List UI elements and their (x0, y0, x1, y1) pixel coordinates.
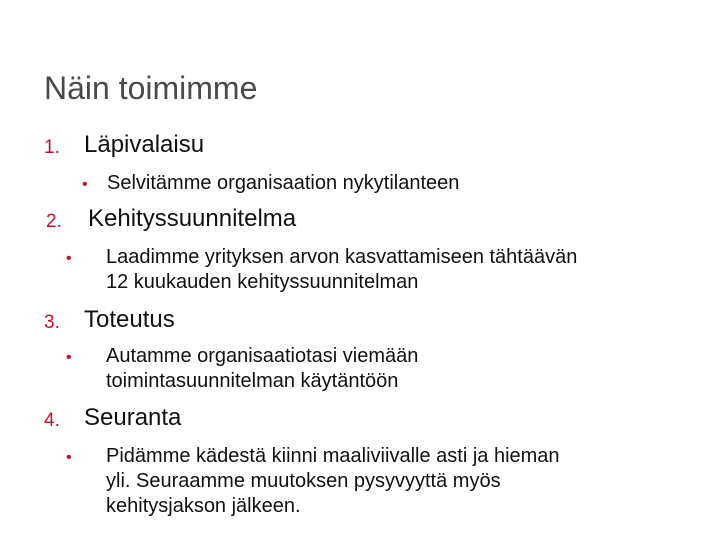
item-number: 2. (46, 211, 62, 232)
item-heading: Seuranta (84, 404, 182, 431)
item-text-line: Selvitämme organisaation nykytilanteen (107, 172, 460, 194)
bullet-icon: • (82, 176, 88, 193)
item-text-line: 12 kuukauden kehityssuunnitelman (106, 271, 419, 293)
slide-title: Näin toimimme (44, 70, 258, 106)
bullet-icon: • (66, 250, 72, 267)
item-text-line: Autamme organisaatiotasi viemään (106, 345, 419, 367)
bullet-icon: • (66, 449, 72, 466)
item-heading: Kehityssuunnitelma (88, 205, 297, 232)
item-text-line: Pidämme kädestä kiinni maaliviivalle asti ja hieman (106, 445, 560, 467)
bullet-icon: • (66, 349, 72, 366)
item-text (106, 344, 418, 394)
item-text (106, 245, 577, 295)
item-text-line: yli. Seuraamme muutoksen pysyvyyttä myös (106, 470, 501, 492)
item-text-line: kehitysjakson jälkeen. (106, 495, 301, 517)
item-text (107, 171, 459, 196)
item-text (106, 444, 560, 519)
item-number: 1. (44, 137, 60, 158)
item-text-line: Laadimme yrityksen arvon kasvattamiseen tähtäävän (106, 246, 578, 268)
item-text-line: toimintasuunnitelman käytäntöön (106, 370, 399, 392)
item-number: 4. (44, 410, 60, 431)
item-heading: Läpivalaisu (84, 131, 205, 158)
item-number: 3. (44, 312, 60, 333)
item-heading: Toteutus (84, 306, 175, 333)
